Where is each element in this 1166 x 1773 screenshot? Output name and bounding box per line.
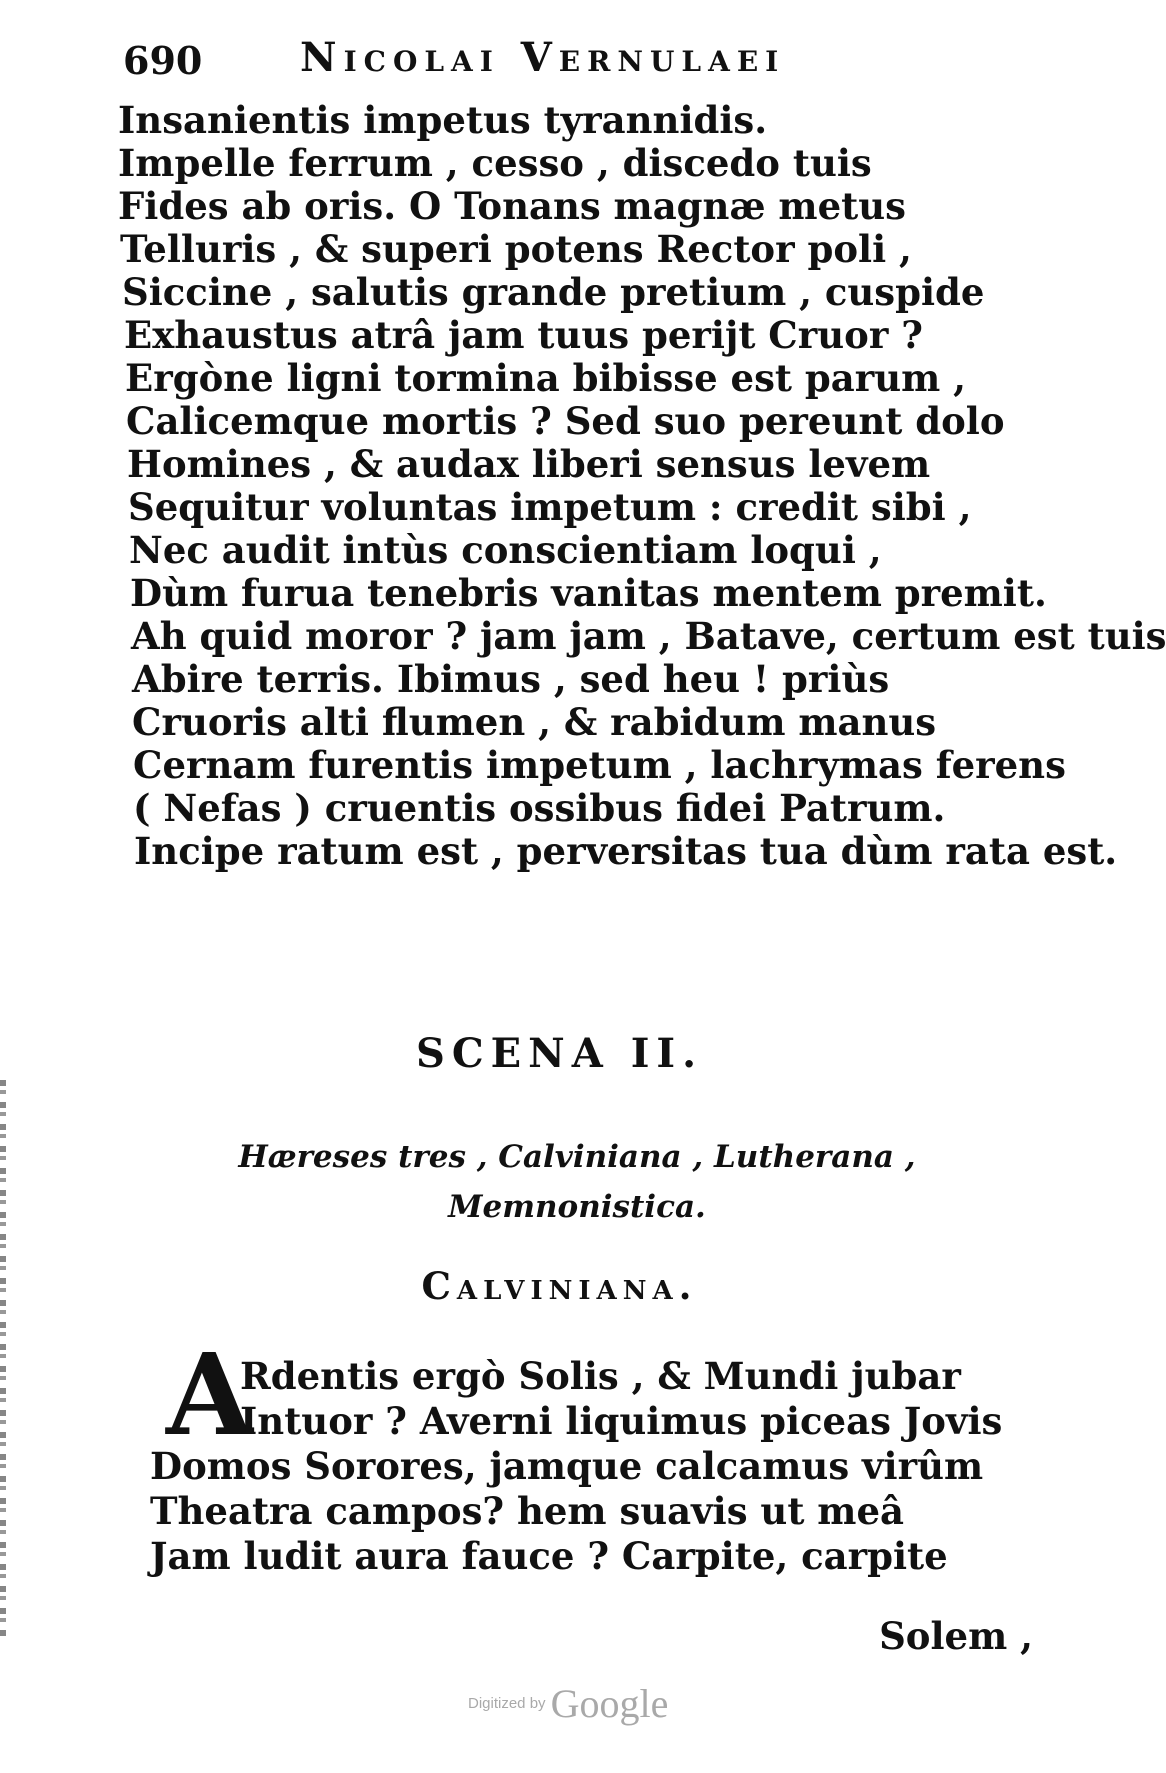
page-number: 690	[123, 38, 203, 83]
verse-line: Insanientis impetus tyrannidis.	[118, 98, 768, 142]
verse-line: Exhaustus atrâ jam tuus perijt Cruor ?	[124, 313, 923, 357]
verse-line: Theatra campos? hem suavis ut meâ	[150, 1489, 904, 1533]
verse-line: Fides ab oris. O Tonans magnæ metus	[118, 184, 906, 228]
verse-line: Nec audit intùs conscientiam loqui ,	[129, 528, 882, 572]
speaker-name: Calviniana.	[421, 1264, 698, 1308]
characters-line: Hæreses tres , Calviniana , Lutherana ,	[238, 1139, 916, 1175]
verse-line: Incipe ratum est , perversitas tua dùm rata est.	[134, 829, 1118, 873]
running-head: Nicolai Vernulaei	[300, 34, 786, 81]
google-logo: Google	[550, 1681, 669, 1726]
watermark-prefix: Digitized by	[468, 1695, 546, 1712]
verse-line: Sequitur voluntas impetum : credit sibi ,	[128, 485, 972, 529]
drop-cap: A	[166, 1330, 253, 1461]
verse-line: Calicemque mortis ? Sed suo pereunt dolo	[126, 399, 1005, 443]
verse-line: Siccine , salutis grande pretium , cuspide	[122, 270, 985, 314]
verse-line: Homines , & audax liberi sensus levem	[127, 442, 931, 486]
verse-line: Jam ludit aura fauce ? Carpite, carpite	[150, 1534, 948, 1578]
verse-line: Telluris , & superi potens Rector poli ,	[120, 227, 912, 271]
verse-line: Cruoris alti flumen , & rabidum manus	[132, 700, 937, 744]
verse-line: Rdentis ergò Solis , & Mundi jubar	[240, 1354, 961, 1398]
verse-line: Intuor ? Averni liquimus piceas Jovis	[240, 1399, 1003, 1443]
dramatis-personae	[0, 1132, 1059, 1232]
scene-title: SCENA II.	[415, 1030, 704, 1077]
verse-line: Abire terris. Ibimus , sed heu ! priùs	[132, 657, 890, 701]
verse-line: Cernam furentis impetum , lachrymas ferens	[133, 743, 1066, 787]
verse-line: Domos Sorores, jamque calcamus virûm	[150, 1444, 984, 1488]
verse-line: Dùm furua tenebris vanitas mentem premit.	[130, 571, 1047, 615]
characters-line: Memnonistica.	[448, 1189, 706, 1225]
google-watermark	[468, 1680, 668, 1727]
verse-line: ( Nefas ) cruentis ossibus fidei Patrum.	[133, 786, 946, 830]
catchword: Solem ,	[879, 1614, 1033, 1658]
verse-line: Ergòne ligni tormina bibisse est parum ,	[125, 356, 967, 400]
verse-line: Ah quid moror ? jam jam , Batave, certum est tuis	[131, 614, 1166, 658]
verse-line: Impelle ferrum , cesso , discedo tuis	[118, 141, 872, 185]
